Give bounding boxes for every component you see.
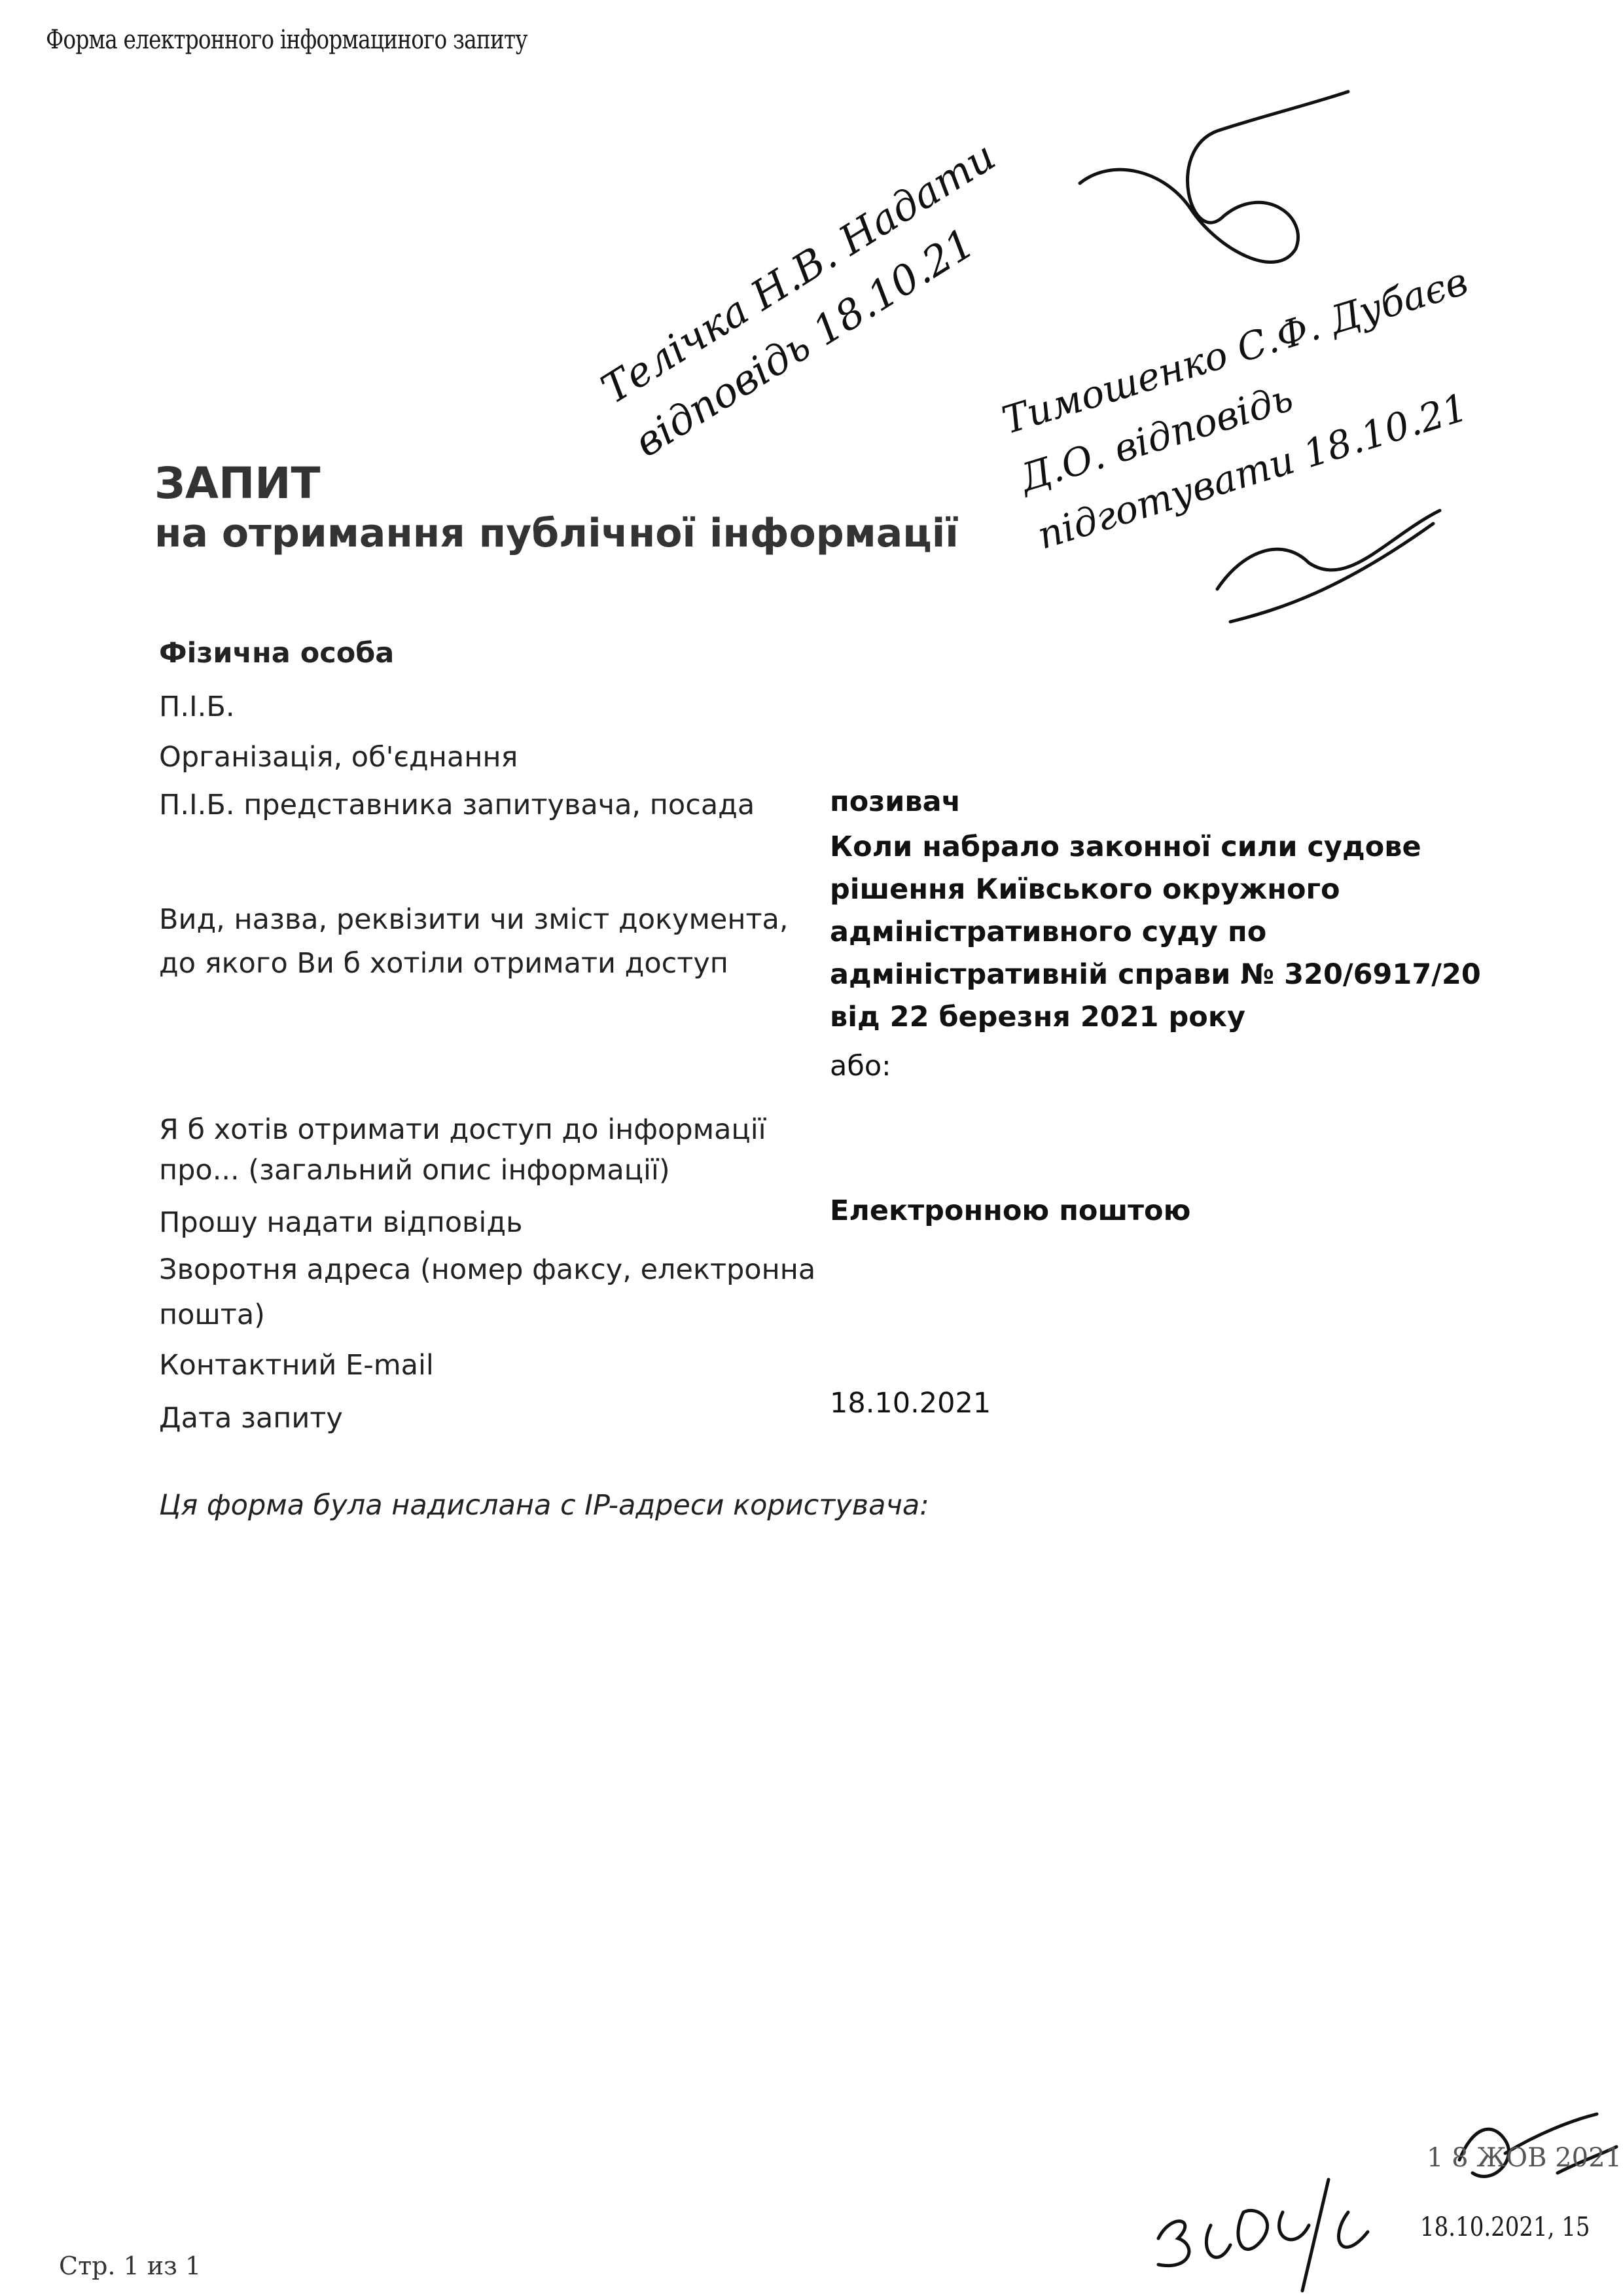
doc-value-2: рішення Київського окружного (830, 873, 1340, 906)
person-type: Фізична особа (159, 637, 395, 670)
or-label: або: (830, 1050, 891, 1083)
page-title: ЗАПИТ (154, 458, 321, 509)
doc-value-5: від 22 березня 2021 року (830, 1001, 1246, 1033)
doc-value-1: Коли набрало законної сили судове (830, 831, 1421, 863)
signature-bottom (1459, 2114, 1616, 2176)
registration-number (1158, 2179, 1368, 2291)
page-number: Стр. 1 из 1 (59, 2251, 202, 2280)
doc-label-1: Вид, назва, реквізити чи зміст документа, (159, 903, 789, 936)
signature-top (1080, 92, 1348, 262)
rep-value: позивач (830, 785, 961, 818)
doc-value-4: адміністративній справи № 320/6917/20 (830, 958, 1481, 991)
doc-value-3: адміністративного суду по (830, 916, 1267, 948)
signature-right (1217, 511, 1440, 622)
email-label: Контактний E-mail (159, 1349, 434, 1382)
form-header: Форма електронного інформациного запиту (46, 25, 527, 55)
rep-label: П.І.Б. представника запитувача, посада (159, 789, 755, 821)
resolution-top: Телічка Н.В. Надати відповідь 18.10.21 (592, 132, 1004, 467)
stamp-date: 1 8 ЖОВ 2021 (1427, 2143, 1622, 2173)
info-label-2: про... (загальний опис інформації) (159, 1154, 670, 1187)
info-label-1: Я б хотів отримати доступ до інформації (159, 1113, 766, 1146)
date-label: Дата запиту (159, 1402, 343, 1435)
page-subtitle: на отримання публічної інформації (154, 511, 959, 556)
address-label-2: пошта) (159, 1299, 265, 1331)
address-label-1: Зворотня адреса (номер факсу, електронна (159, 1253, 816, 1286)
resolution-right: Тимошенко С.Ф. Дубаєв Д.О. відповідь підготувати 18.10.21 (997, 259, 1473, 558)
ip-note: Ця форма була надислана с IP-адреси користувача: (159, 1489, 929, 1522)
reply-value: Електронною поштою (830, 1194, 1191, 1227)
date-value: 18.10.2021 (830, 1387, 991, 1420)
doc-label-2: до якого Ви б хотіли отримати доступ (159, 947, 728, 980)
reply-label: Прошу надати відповідь (159, 1206, 523, 1239)
org-label: Організація, об'єднання (159, 741, 518, 774)
name-label: П.І.Б. (159, 691, 235, 723)
timestamp: 18.10.2021, 15 (1420, 2212, 1590, 2242)
